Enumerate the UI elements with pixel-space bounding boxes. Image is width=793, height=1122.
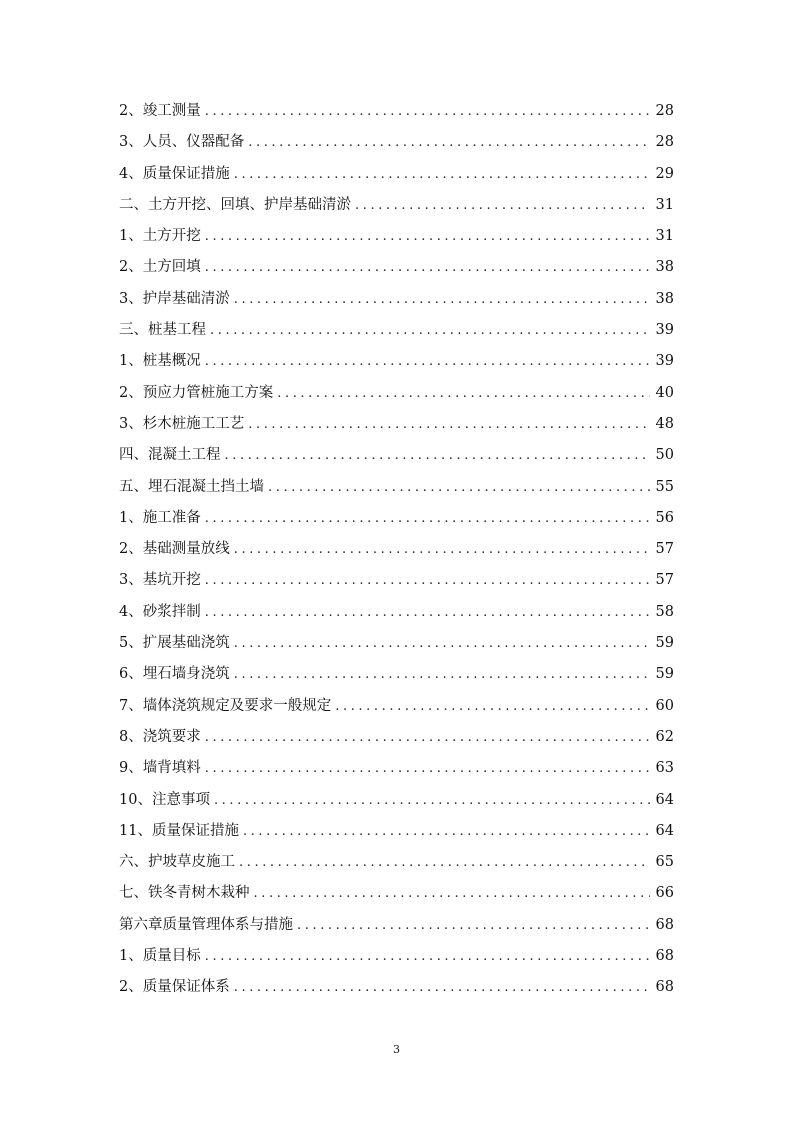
toc-entry[interactable] <box>119 346 674 377</box>
toc-entry-page: 50 <box>655 447 674 464</box>
toc-entry[interactable] <box>119 628 674 659</box>
toc-entry[interactable] <box>119 190 674 221</box>
toc-entry-title: 1、施工准备 <box>119 509 201 526</box>
toc-leader-dots <box>248 409 649 440</box>
toc-entry-title: 2、土方回填 <box>119 259 201 276</box>
toc-entry[interactable] <box>119 252 674 283</box>
toc-entry[interactable] <box>119 472 674 503</box>
toc-entry[interactable] <box>119 284 674 315</box>
toc-entry[interactable] <box>119 440 674 471</box>
toc-entry[interactable] <box>119 127 674 158</box>
toc-entry-title: 3、杉木桩施工工艺 <box>119 415 245 432</box>
toc-entry-title: 7、墙体浇筑规定及要求一般规定 <box>119 697 332 714</box>
toc-leader-dots <box>243 816 650 847</box>
toc-entry-title: 10、注意事项 <box>119 791 210 808</box>
toc-leader-dots <box>205 722 650 753</box>
toc-entry-page: 29 <box>655 165 674 182</box>
toc-entry-title: 5、扩展基础浇筑 <box>119 635 230 652</box>
toc-entry[interactable] <box>119 534 674 565</box>
toc-entry-page: 28 <box>655 103 674 119</box>
toc-entry-title: 五、埋石混凝土挡土墙 <box>119 478 264 495</box>
toc-entry-page: 31 <box>655 196 674 213</box>
toc-leader-dots <box>234 972 650 1003</box>
toc-entry-page: 65 <box>655 854 674 871</box>
toc-leader-dots <box>234 284 650 315</box>
toc-entry-title: 9、墙背填料 <box>119 760 201 777</box>
table-of-contents <box>119 96 674 1004</box>
toc-leader-dots <box>205 753 650 784</box>
toc-leader-dots <box>205 597 650 628</box>
toc-entry-page: 68 <box>655 948 674 965</box>
toc-entry-page: 62 <box>655 728 674 745</box>
toc-leader-dots <box>268 472 650 503</box>
toc-entry-page: 57 <box>655 541 674 558</box>
toc-entry-page: 60 <box>655 697 674 714</box>
toc-entry-title: 六、护坡草皮施工 <box>119 854 235 871</box>
toc-entry-page: 66 <box>655 885 674 902</box>
toc-entry-title: 二、土方开挖、回填、护岸基础清淤 <box>119 196 351 213</box>
toc-entry-page: 64 <box>655 822 674 839</box>
toc-leader-dots <box>239 847 650 878</box>
toc-leader-dots <box>205 96 650 127</box>
toc-entry-title: 2、预应力管桩施工方案 <box>119 384 274 401</box>
toc-entry-page: 56 <box>655 509 674 526</box>
toc-entry-title: 2、质量保证体系 <box>119 979 230 996</box>
toc-leader-dots <box>248 127 649 158</box>
toc-entry[interactable] <box>119 753 674 784</box>
toc-entry-title: 8、浇筑要求 <box>119 728 201 745</box>
toc-entry-title: 3、基坑开挖 <box>119 572 201 589</box>
toc-entry-page: 68 <box>655 979 674 996</box>
toc-leader-dots <box>234 159 650 190</box>
toc-entry[interactable] <box>119 221 674 252</box>
toc-entry-page: 39 <box>655 322 674 339</box>
toc-entry-page: 40 <box>655 384 674 401</box>
toc-leader-dots <box>205 503 650 534</box>
toc-entry-page: 68 <box>655 916 674 933</box>
toc-leader-dots <box>335 691 649 722</box>
toc-leader-dots <box>210 315 650 346</box>
toc-leader-dots <box>297 910 650 941</box>
toc-entry[interactable] <box>119 378 674 409</box>
toc-entry[interactable] <box>119 597 674 628</box>
toc-leader-dots <box>234 628 650 659</box>
toc-entry-title: 6、埋石墙身浇筑 <box>119 666 230 683</box>
toc-leader-dots <box>205 221 650 252</box>
toc-entry-title: 3、护岸基础清淤 <box>119 290 230 307</box>
toc-entry-page: 58 <box>655 603 674 620</box>
toc-entry[interactable] <box>119 503 674 534</box>
toc-entry-page: 31 <box>655 228 674 245</box>
toc-entry-page: 59 <box>655 666 674 683</box>
toc-entry[interactable] <box>119 816 674 847</box>
toc-entry[interactable] <box>119 722 674 753</box>
toc-entry-title: 四、混凝土工程 <box>119 447 221 464</box>
toc-entry-page: 38 <box>655 259 674 276</box>
toc-entry-title: 1、土方开挖 <box>119 228 201 245</box>
toc-entry-title: 1、桩基概况 <box>119 353 201 370</box>
toc-entry-title: 三、桩基工程 <box>119 322 206 339</box>
toc-entry[interactable] <box>119 785 674 816</box>
toc-entry[interactable] <box>119 847 674 878</box>
toc-entry[interactable] <box>119 159 674 190</box>
toc-entry-page: 64 <box>655 791 674 808</box>
toc-leader-dots <box>205 346 650 377</box>
toc-leader-dots <box>234 659 650 690</box>
toc-entry[interactable] <box>119 96 674 127</box>
toc-entry[interactable] <box>119 941 674 972</box>
toc-entry-page: 55 <box>655 478 674 495</box>
toc-entry[interactable] <box>119 315 674 346</box>
toc-entry-page: 38 <box>655 290 674 307</box>
toc-leader-dots <box>205 565 650 596</box>
toc-entry-title: 1、质量目标 <box>119 948 201 965</box>
toc-entry-page: 63 <box>655 760 674 777</box>
toc-entry[interactable] <box>119 878 674 909</box>
toc-entry-title: 11、质量保证措施 <box>119 822 239 839</box>
toc-entry-title: 2、基础测量放线 <box>119 541 230 558</box>
toc-leader-dots <box>225 440 650 471</box>
toc-entry[interactable] <box>119 972 674 1003</box>
toc-entry-page: 39 <box>655 353 674 370</box>
toc-entry[interactable] <box>119 910 674 941</box>
toc-leader-dots <box>355 190 650 221</box>
toc-entry-page: 59 <box>655 635 674 652</box>
toc-entry-title: 4、砂浆拌制 <box>119 603 201 620</box>
toc-leader-dots <box>234 534 650 565</box>
toc-entry[interactable] <box>119 565 674 596</box>
toc-leader-dots <box>254 878 650 909</box>
toc-entry[interactable] <box>119 691 674 722</box>
toc-leader-dots <box>205 941 650 972</box>
toc-leader-dots <box>214 785 650 816</box>
toc-entry-page: 28 <box>655 134 674 151</box>
toc-leader-dots <box>205 252 650 283</box>
toc-entry-title: 七、铁冬青树木栽种 <box>119 885 250 902</box>
toc-entry-title: 第六章质量管理体系与措施 <box>119 916 293 933</box>
toc-entry-page: 48 <box>655 415 674 432</box>
toc-leader-dots <box>277 378 649 409</box>
page-number: 3 <box>393 1043 400 1056</box>
toc-entry-title: 3、人员、仪器配备 <box>119 134 245 151</box>
toc-entry-title: 4、质量保证措施 <box>119 165 230 182</box>
toc-entry-title: 2、竣工测量 <box>119 103 201 119</box>
toc-entry[interactable] <box>119 659 674 690</box>
toc-entry[interactable] <box>119 409 674 440</box>
toc-entry-page: 57 <box>655 572 674 589</box>
